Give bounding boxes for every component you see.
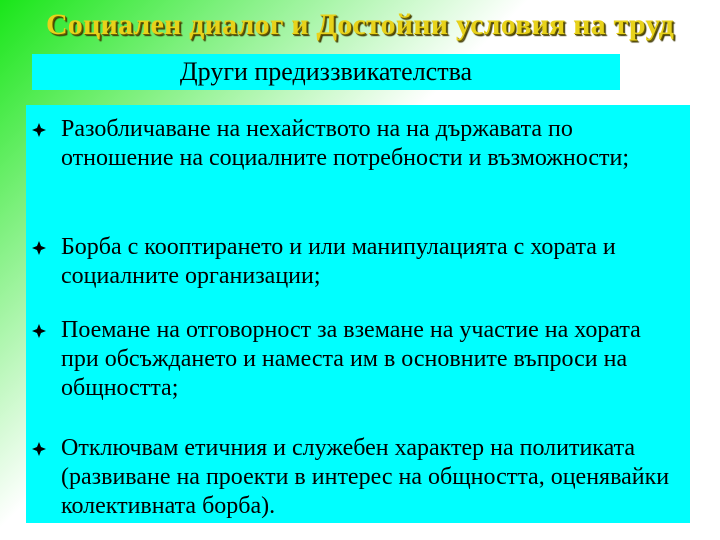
diamond-star-bullet-icon (32, 442, 46, 456)
diamond-star-bullet-icon (32, 324, 46, 338)
content-box (26, 105, 690, 523)
bullet-text: Борба с кооптирането и или манипулацията с хората и социалните организации; (61, 234, 616, 289)
diamond-star-bullet-icon (32, 241, 46, 255)
diamond-star-bullet-icon (32, 123, 46, 137)
subtitle-text: Други предиззвикателства (179, 57, 473, 86)
bullet-text: Отключвам етичния и служебен характер на политиката (развиване на проекти в интерес на общността, оценявайки колективната борба). (61, 435, 670, 519)
bullet-text: Поемане на отговорност за вземане на участие на хората при обсъждането и наместа им в основните въпроси на общността; (61, 317, 641, 401)
bullet-text: Разобличаване на нехайството на на държавата по отношение на социалните потребности и възможности; (61, 116, 629, 171)
slide-title: Социален диалог и Достойни условия на труд (45, 8, 675, 41)
subtitle-bar (32, 54, 620, 90)
